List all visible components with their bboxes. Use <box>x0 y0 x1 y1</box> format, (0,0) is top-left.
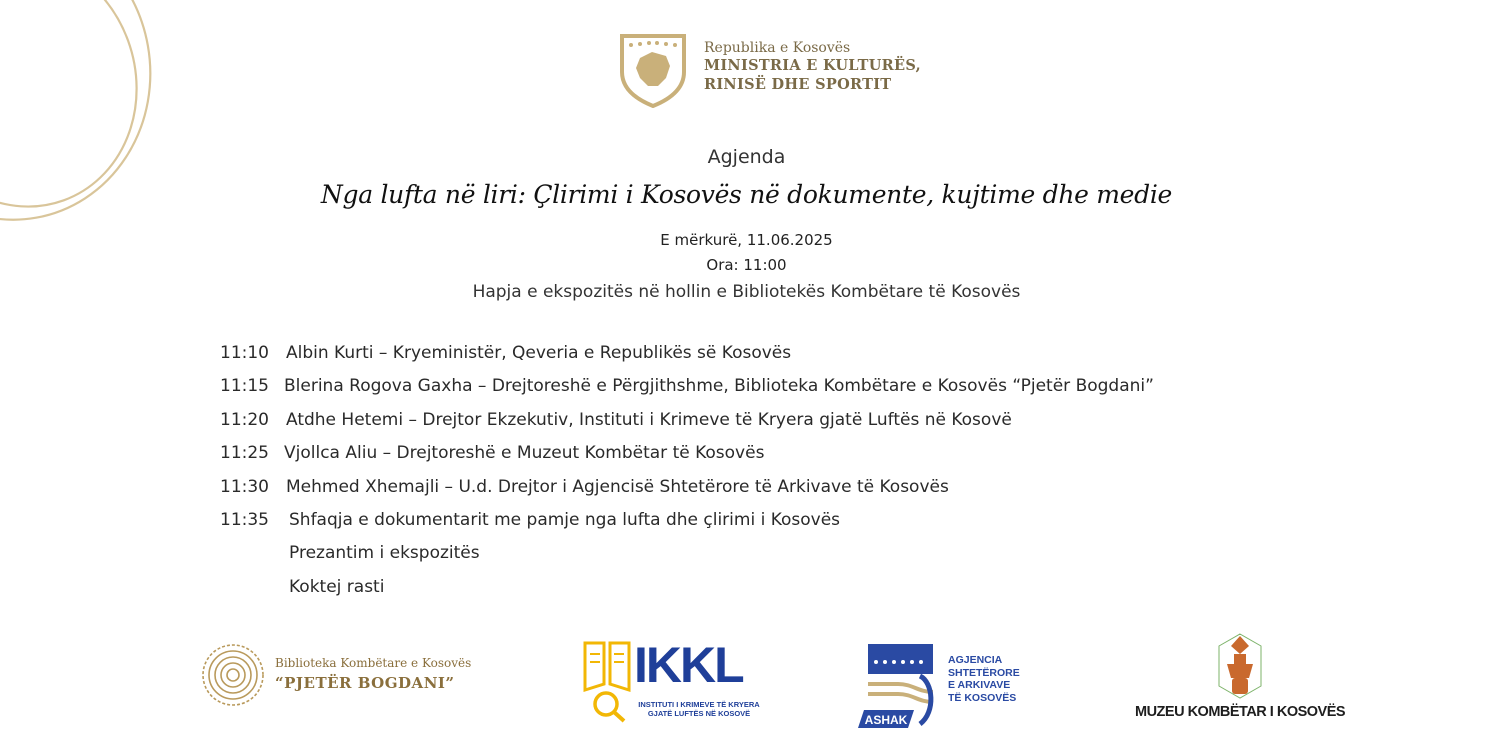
agenda-time: 11:35 <box>220 509 269 530</box>
ashak-line4: TË KOSOVËS <box>948 691 1017 704</box>
agenda-text: Atdhe Hetemi – Drejtor Ekzekutiv, Instituti i Krimeve të Kryera gjatë Luftës në Kosovë <box>286 409 1012 430</box>
goddess-figurine-icon <box>1215 632 1265 700</box>
ikkl-acronym: IKKL <box>634 637 743 693</box>
opening-text: Hapja e ekspozitës në hollin e Bibliotekës Kombëtare të Kosovës <box>472 282 1021 302</box>
ashak-line3: E ARKIVAVE <box>948 679 1011 691</box>
ikkl-subtitle-line1: INSTITUTI I KRIMEVE TË KRYERA <box>638 700 760 709</box>
ikkl-book-magnifier-icon <box>582 640 632 724</box>
kosovo-emblem-icon <box>618 32 688 108</box>
agenda-item <box>220 577 1154 610</box>
museum-logo <box>1135 632 1345 727</box>
agenda-text: Shfaqja e dokumentarit me pamje nga lufta dhe çlirimi i Kosovës <box>289 509 841 530</box>
ministry-logo <box>618 32 938 112</box>
ministry-line1: Republika e Kosovës <box>704 40 851 56</box>
agenda-item <box>220 410 1154 443</box>
agenda-item <box>220 543 1154 576</box>
event-time: Ora: 11:00 <box>706 256 787 274</box>
agenda-item <box>220 510 1154 543</box>
library-subtitle: “PJETËR BOGDANI” <box>275 674 455 692</box>
agenda-label: Agjenda <box>707 146 786 168</box>
ashak-line2: SHTETËRORE <box>948 666 1020 679</box>
ikkl-logo <box>582 637 772 725</box>
ministry-line3: RINISË DHE SPORTIT <box>704 76 892 93</box>
agenda-time <box>220 543 289 576</box>
agenda-item <box>220 343 1154 376</box>
agenda-time: 11:25 <box>220 443 269 464</box>
ministry-line2: MINISTRIA E KULTURËS, <box>704 57 921 74</box>
agenda-item <box>220 376 1154 409</box>
ashak-badge: ASHAK <box>864 713 908 727</box>
decorative-arcs <box>0 0 170 250</box>
ashak-emblem-icon <box>858 642 938 728</box>
ikkl-subtitle-line2: GJATË LUFTËS NË KOSOVË <box>647 709 751 718</box>
agenda-text: Blerina Rogova Gaxha – Drejtoreshë e Përgjithshme, Biblioteka Kombëtare e Kosovës “Pjetër Bogdani” <box>284 376 1154 397</box>
museum-name: MUZEU KOMBËTAR I KOSOVËS <box>1135 704 1346 720</box>
agenda-time: 11:15 <box>220 376 269 397</box>
agenda-item <box>220 477 1154 510</box>
agenda-text: Koktej rasti <box>289 576 385 597</box>
agenda-item <box>220 443 1154 476</box>
agenda-time: 11:10 <box>220 343 269 363</box>
agenda-time: 11:20 <box>220 409 269 430</box>
ashak-logo <box>858 642 1028 730</box>
library-spiral-icon <box>200 642 266 708</box>
event-title: Nga lufta në liri: Çlirimi i Kosovës në dokumente, kujtime dhe medie <box>320 180 1173 209</box>
library-logo <box>200 642 472 712</box>
ashak-line1: AGJENCIA <box>948 654 1003 666</box>
agenda-text: Vjollca Aliu – Drejtoreshë e Muzeut Kombëtar të Kosovës <box>284 443 765 464</box>
library-name: Biblioteka Kombëtare e Kosovës <box>275 656 472 670</box>
event-date: E mërkurë, 11.06.2025 <box>660 231 833 249</box>
agenda-text: Mehmed Xhemajli – U.d. Drejtor i Agjencisë Shtetërore të Arkivave të Kosovës <box>286 476 949 497</box>
agenda-time: 11:30 <box>220 476 269 497</box>
agenda-time <box>220 577 289 610</box>
agenda-list <box>220 343 1154 610</box>
agenda-text: Prezantim i ekspozitës <box>289 543 480 564</box>
agenda-text: Albin Kurti – Kryeministër, Qeveria e Republikës së Kosovës <box>286 343 792 363</box>
